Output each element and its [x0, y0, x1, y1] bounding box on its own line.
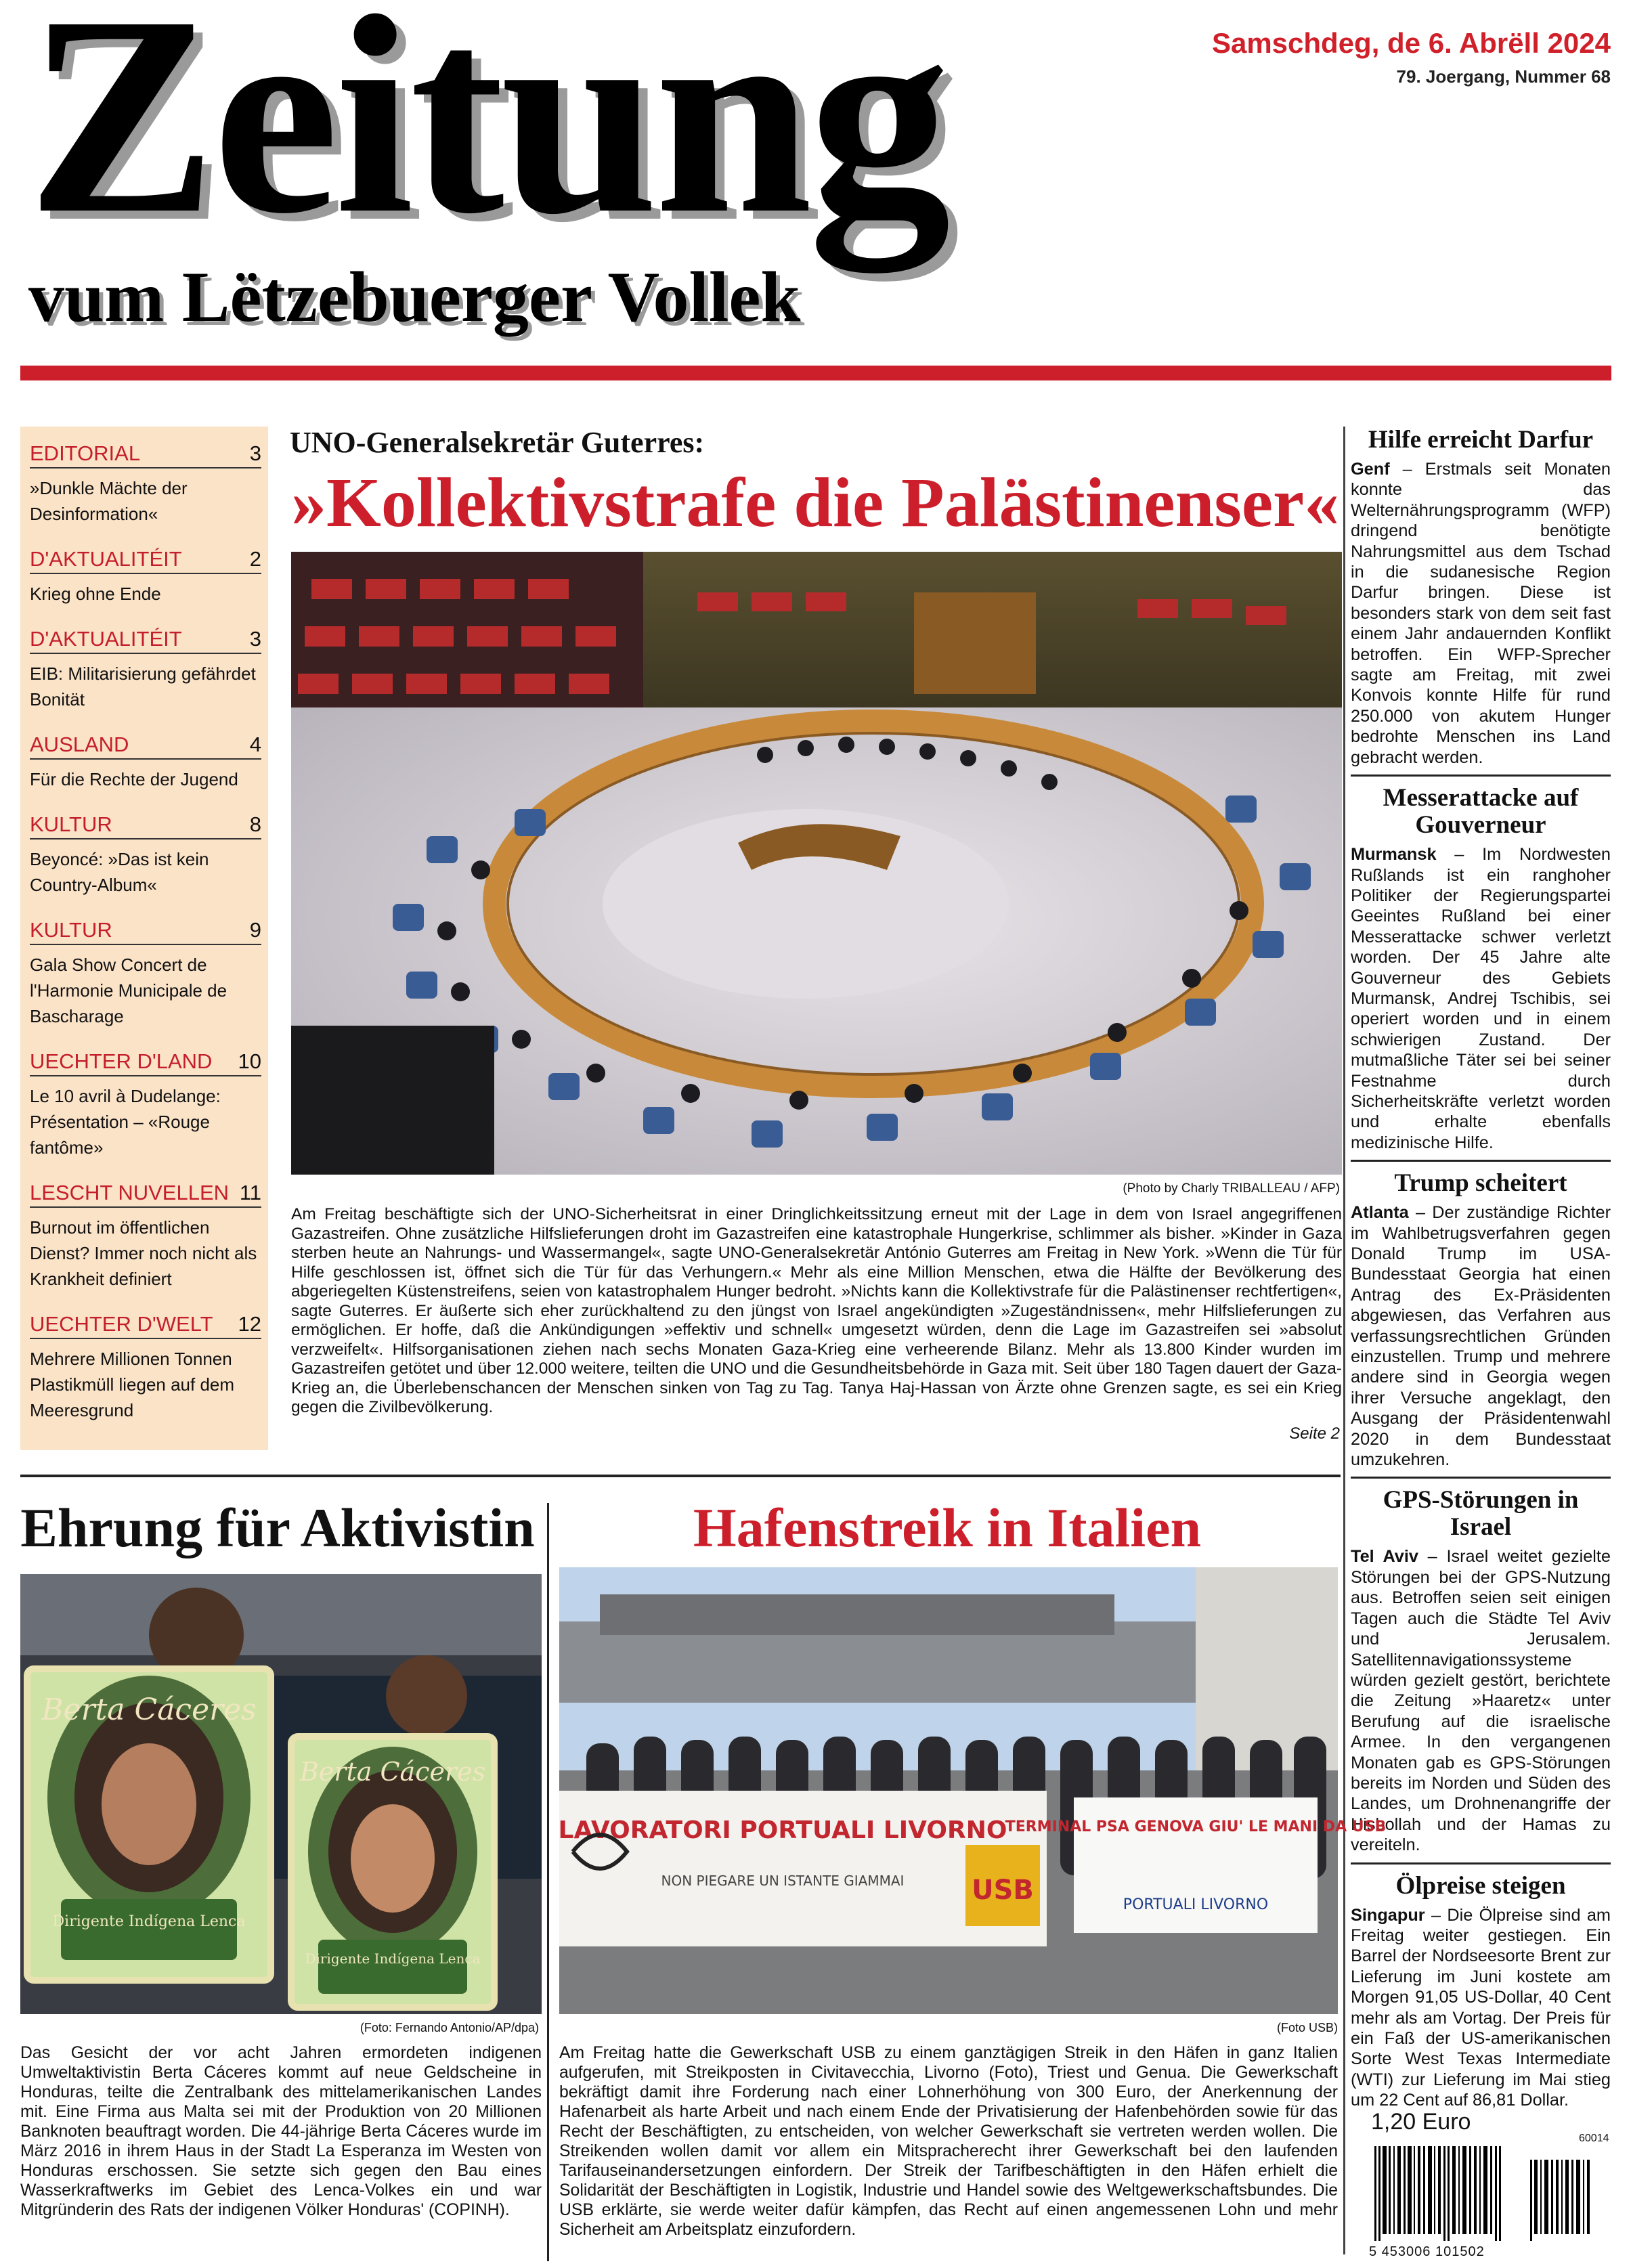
lead-continued-link[interactable]: Seite 2	[1289, 1424, 1340, 1443]
hafen-photo-credit: (Foto USB)	[1276, 2021, 1338, 2034]
news-brief-headline[interactable]: Messerattacke auf Gouverneur	[1383, 784, 1579, 839]
news-brief-body: – Erstmals seit Monaten konnte das Welternährungsprogramm (WFP) dringend benötigte Nahrungsmittel aus dem Tschad in die sudanesische Region Darfur bringen. Diese ist besonders stark von dem seit fast einem Jahr andauernden Konflikt betroffen. Ein WFP-Sprecher sagte am Freitag, mit zwei Konvois konnte Hilfe für rund 250.000 von akutem Hunger bedrohte Menschen ins Land gebracht werden.	[1351, 460, 1611, 767]
column-rule	[547, 1503, 549, 2261]
news-brief-place: Murmansk	[1351, 845, 1437, 865]
index-teaser: Krieg ohne Ende	[30, 584, 161, 604]
hafen-photo	[558, 1567, 1387, 2014]
poster-name: Berta Cáceres	[299, 1757, 486, 1787]
issue-number: 79. Joergang, Nummer 68	[1396, 66, 1611, 87]
index-page: 10	[238, 1049, 261, 1073]
column-rule	[1343, 427, 1345, 2254]
aktiv-headline[interactable]: Ehrung für Aktivistin	[20, 1497, 535, 1558]
index-section: AUSLAND	[30, 733, 129, 756]
poster-name: Berta Cáceres	[41, 1693, 257, 1727]
index-section: EDITORIAL	[30, 441, 141, 465]
index-page: 4	[249, 733, 261, 756]
index-page: 3	[249, 441, 261, 465]
news-brief-place: Atlanta	[1351, 1203, 1409, 1223]
news-brief-headline[interactable]: Hilfe erreicht Darfur	[1368, 426, 1594, 454]
poster-caption: Dirigente Indígena Lenca	[305, 1950, 481, 1967]
news-brief	[1351, 1170, 1611, 1470]
index-section: UECHTER D'LAND	[30, 1049, 213, 1073]
news-brief-headline[interactable]: GPS-Störungen in Israel	[1383, 1486, 1579, 1542]
index-page: 12	[238, 1312, 261, 1336]
news-brief-place: Genf	[1351, 460, 1390, 479]
lead-body-text: Am Freitag beschäftigte sich der UNO-Sicherheitsrat in einer Dringlichkeitssitzung erneut mit der Lage in dem von Israel angegriffenen Gazastreifen. Ohne zusätzliche Hilfslieferungen droht im Gazastreifen eine katastrophale Hungerkrise, schlimmer als bisher. »Kinder in Gaza sterben heute an Nahrungs- und Wassermangel«, sagte UNO-Generalsekretär António Guterres am Freitag in New York. »Wenn die Tür für Hilfe geschlossen ist, öffnet sich die Tür für das Verhungern.« Mehr als eine Million Menschen, etwa die Hälfte der Bevölkerung des abgeriegelten Küstenstreifens, seien von katastrophalem Hunger bedroht. »Nichts kann die Kollektivstrafe für die Palästinenser rechtfertigen«, sagte Guterres. Er äußerte sich eher zurückhaltend zu den jüngst von Israel angekündigten »Zugeständnissen«, mehr Hilfslieferungen zu ermöglichen. Er hoffe, daß die Ankündigungen »effektiv und schnell« umgesetzt würden, denn die Lage im Gazastreifen sei »absolut verzweifelt«. Hilfsorganisationen ziehen nach sechs Monaten Gaza-Krieg eine verheerende Bilanz. Mehr als 13.800 Kinder wurden im Gazastreifen getötet und über 12.000 weitere, teilten die UNO und die Gesundheitsbehörde in Gaza mit. Seit über 180 Tagen dauert der Gaza-Krieg an, die Überlebenschancen der Menschen sinken von Tag zu Tag. Tanya Haj-Hassan von Ärzte ohne Grenzen sagte, es sei ein Krieg gegen die Zivilbevölkerung.	[291, 1205, 1342, 1416]
index-section: D'AKTUALITÉIT	[30, 547, 182, 571]
index-teaser: Für die Rechte der Jugend	[30, 769, 238, 789]
index-entry[interactable]	[30, 627, 261, 712]
aktiv-photo-credit: (Foto: Fernando Antonio/AP/dpa)	[360, 2021, 539, 2034]
hafen-body-text: Am Freitag hatte die Gewerkschaft USB zu einem ganztägigen Streik in den Häfen in ganz Italien aufgerufen, mit Streikposten in Civitavecchia, Livorno (Foto), Triest und Genua. Die Gewerkschaft bekräftigt damit ihre Forderung nach einer Lohnerhöhung von 300 Euro, der Anerkennung der Hafenarbeit als harte Arbeit und nach einem Ende der Privatisierung der Hafenbehörden sowie für das Recht der Beschäftigten, zu entscheiden, von welcher Gewerkschaft sie vertreten werden wollen. Die Streikenden wollen damit vor allem ein Mitspracherecht ihrer Gewerkschaft bei den laufenden Tarifauseinandersetzungen einfordern. Der Streik der Tarifbeschäftigten in den Häfen erhielt die Solidarität der Beschäftigten in Logistik, Industrie und Handel sowie des Weltgewerkschaftsbundes. Die USB erklärte, sie werde weiter dafür kämpfen, das Recht auf einen angemessenen Lohn und mehr Sicherheit am Arbeitsplatz einzufordern.	[559, 2044, 1338, 2239]
index-page: 2	[249, 547, 261, 571]
index-teaser: Le 10 avril à Dudelange: Présentation – «Rouge fantôme»	[30, 1086, 221, 1158]
index-section: UECHTER D'WELT	[30, 1312, 213, 1336]
index-entry[interactable]	[30, 812, 261, 898]
index-teaser: Mehrere Millionen Tonnen Plastikmüll liegen auf dem Meeresgrund	[30, 1349, 235, 1420]
lead-kicker: UNO-Generalsekretär Guterres:	[290, 426, 705, 459]
news-brief-body: – Der zuständige Richter im Wahlbetrugsverfahren gegen Donald Trump im USA-Bundesstaat Georgia hat einen Antrag des Ex-Präsidenten abgewiesen, das Verfahren aus verfassungsrechtlichen Gründen einzustellen. Trump und mehrere andere sind in Georgia wegen ihrer Versuche angeklagt, den Ausgang der Präsidentenwahl 2020 in dem Bundesstaat umzukehren.	[1351, 1203, 1611, 1470]
index-entry[interactable]	[30, 547, 261, 607]
masthead-title: Zeitung	[27, 0, 947, 272]
banner-right-text: TERMINAL PSA GENOVA GIU' LE MANI DA USB	[1005, 1818, 1387, 1835]
banner-right-subtext: PORTUALI LIVORNO	[1123, 1896, 1269, 1913]
index-teaser: Burnout im öffentlichen Dienst? Immer noch nicht als Krankheit definiert	[30, 1217, 257, 1289]
barcode-addon: 60014	[1579, 2133, 1609, 2144]
banner-left-subtext: NON PIEGARE UN ISTANTE GIAMMAI	[661, 1873, 905, 1889]
cover-price: 1,20 Euro	[1371, 2109, 1471, 2135]
aktiv-photo	[20, 1574, 542, 2014]
news-brief	[1351, 1487, 1611, 1855]
index-teaser: Gala Show Concert de l'Harmonie Municipale de Bascharage	[30, 955, 227, 1026]
news-brief	[1351, 427, 1611, 768]
index-page: 9	[249, 918, 261, 942]
news-brief	[1351, 1873, 1611, 2111]
index-entry[interactable]	[30, 441, 261, 527]
index-teaser: EIB: Militarisierung gefährdet Bonität	[30, 663, 256, 710]
hafen-headline[interactable]: Hafenstreik in Italien	[693, 1497, 1202, 1558]
index-entry[interactable]	[30, 1312, 261, 1423]
aktiv-body-text: Das Gesicht der vor acht Jahren ermordeten indigenen Umweltaktivistin Berta Cáceres kommt auf neue Geldscheine in Honduras, teilte die Zentralbank des mittelamerikanischen Landes mit. Eine Firma aus Malta sei mit der Produktion von 20 Millionen Banknoten beauftragt worden. Die 44-jährige Berta Cáceres wurde im März 2016 in ihrem Haus in der Stadt La Esperanza im Westen von Honduras erschossen. Sie setzte sich gegen den Bau eines Wasserkraftwerks im Gebiet des Lenca-Volkes ein und war Mitgründerin des Rats der indigenen Völker Honduras' (COPINH).	[20, 2044, 542, 2219]
poster-caption: Dirigente Indígena Lenca	[52, 1913, 246, 1930]
index-teaser: Beyoncé: »Das ist kein Country-Album«	[30, 849, 209, 895]
divider	[1351, 1160, 1611, 1162]
news-brief-place: Singapur	[1351, 1905, 1425, 1925]
masthead-subtitle: vum Lëtzebuerger Vollek	[28, 257, 801, 336]
index-entry[interactable]	[30, 1049, 261, 1160]
divider	[1351, 1477, 1611, 1479]
news-brief-place: Tel Aviv	[1351, 1547, 1418, 1567]
issue-date: Samschdeg, de 6. Abrëll 2024	[1211, 27, 1611, 59]
index-page: 8	[249, 812, 261, 836]
divider	[1351, 775, 1611, 777]
masthead-rule	[20, 366, 1611, 380]
index-teaser: »Dunkle Mächte der Desinformation«	[30, 478, 188, 524]
news-brief-column	[1351, 427, 1611, 2118]
news-brief-headline[interactable]: Ölpreise steigen	[1395, 1871, 1566, 1900]
index-page: 3	[249, 627, 261, 651]
index-sidebar	[20, 427, 268, 1450]
index-section: KULTUR	[30, 918, 112, 942]
news-brief-body: – Israel weitet gezielte Störungen bei der GPS-Nutzung aus. Betroffen seien seit einigen Tagen auch die Städte Tel Aviv und Jerusalem. Satellitennavigationssysteme würden gezielt gestört, berichtete die Zeitung »Haaretz« unter Berufung auf die israelische Armee. In den vergangenen Monaten gab es GPS-Störungen bereits im Norden und Süden des Landes, um Drohnenangriffe der Hisbollah und der Hamas zu vereiteln.	[1351, 1547, 1611, 1855]
section-rule	[20, 1475, 1341, 1477]
barcode	[1374, 2146, 1598, 2241]
news-brief-body: – Die Ölpreise sind am Freitag weiter gestiegen. Ein Barrel der Nordseesorte Brent zur Lieferung im Juni kostete am Morgen 91,05 US-Dollar, 40 Cent mehr als am Vortag. Der Preis für ein Faß der US-amerikanischen Sorte West Texas Intermediate (WTI) zur Lieferung im Mai stieg um 22 Cent auf 86,81 Dollar.	[1351, 1905, 1611, 2110]
lead-photo-un-security-council	[291, 552, 1342, 1175]
news-brief-body: – Im Nordwesten Rußlands ist ein ranghoher Politiker der Regierungspartei Geeintes Rußland bei einer Messerattacke schwer verletzt worden. Der 45 Jahre alte Gouverneur des Gebiets Murmansk, Andrej Tschibis, sei operiert worden und in einem schwierigen Zustand. Der mutmaßliche Täter sei bei seiner Festnahme durch Sicherheitskräfte verletzt worden und erhalte ebenfalls medizinische Hilfe.	[1351, 845, 1611, 1152]
index-entry[interactable]	[30, 1181, 261, 1292]
banner-left-text: LAVORATORI PORTUALI LIVORNO	[558, 1816, 1007, 1844]
index-page: 11	[239, 1181, 261, 1204]
index-entry[interactable]	[30, 918, 261, 1029]
lead-headline[interactable]: »Kollektivstrafe die Palästinenser«	[291, 464, 1340, 542]
news-brief	[1351, 785, 1611, 1153]
index-section: LESCHT NUVELLEN	[30, 1181, 230, 1204]
divider	[1351, 1862, 1611, 1864]
index-section: D'AKTUALITÉIT	[30, 627, 182, 651]
index-section: KULTUR	[30, 812, 112, 836]
barcode-digits: 5 453006 101502	[1369, 2244, 1485, 2259]
news-brief-headline[interactable]: Trump scheitert	[1394, 1169, 1567, 1198]
index-entry[interactable]	[30, 733, 261, 792]
lead-photo-credit: (Photo by Charly TRIBALLEAU / AFP)	[1123, 1181, 1340, 1196]
usb-logo: USB	[972, 1875, 1034, 1906]
